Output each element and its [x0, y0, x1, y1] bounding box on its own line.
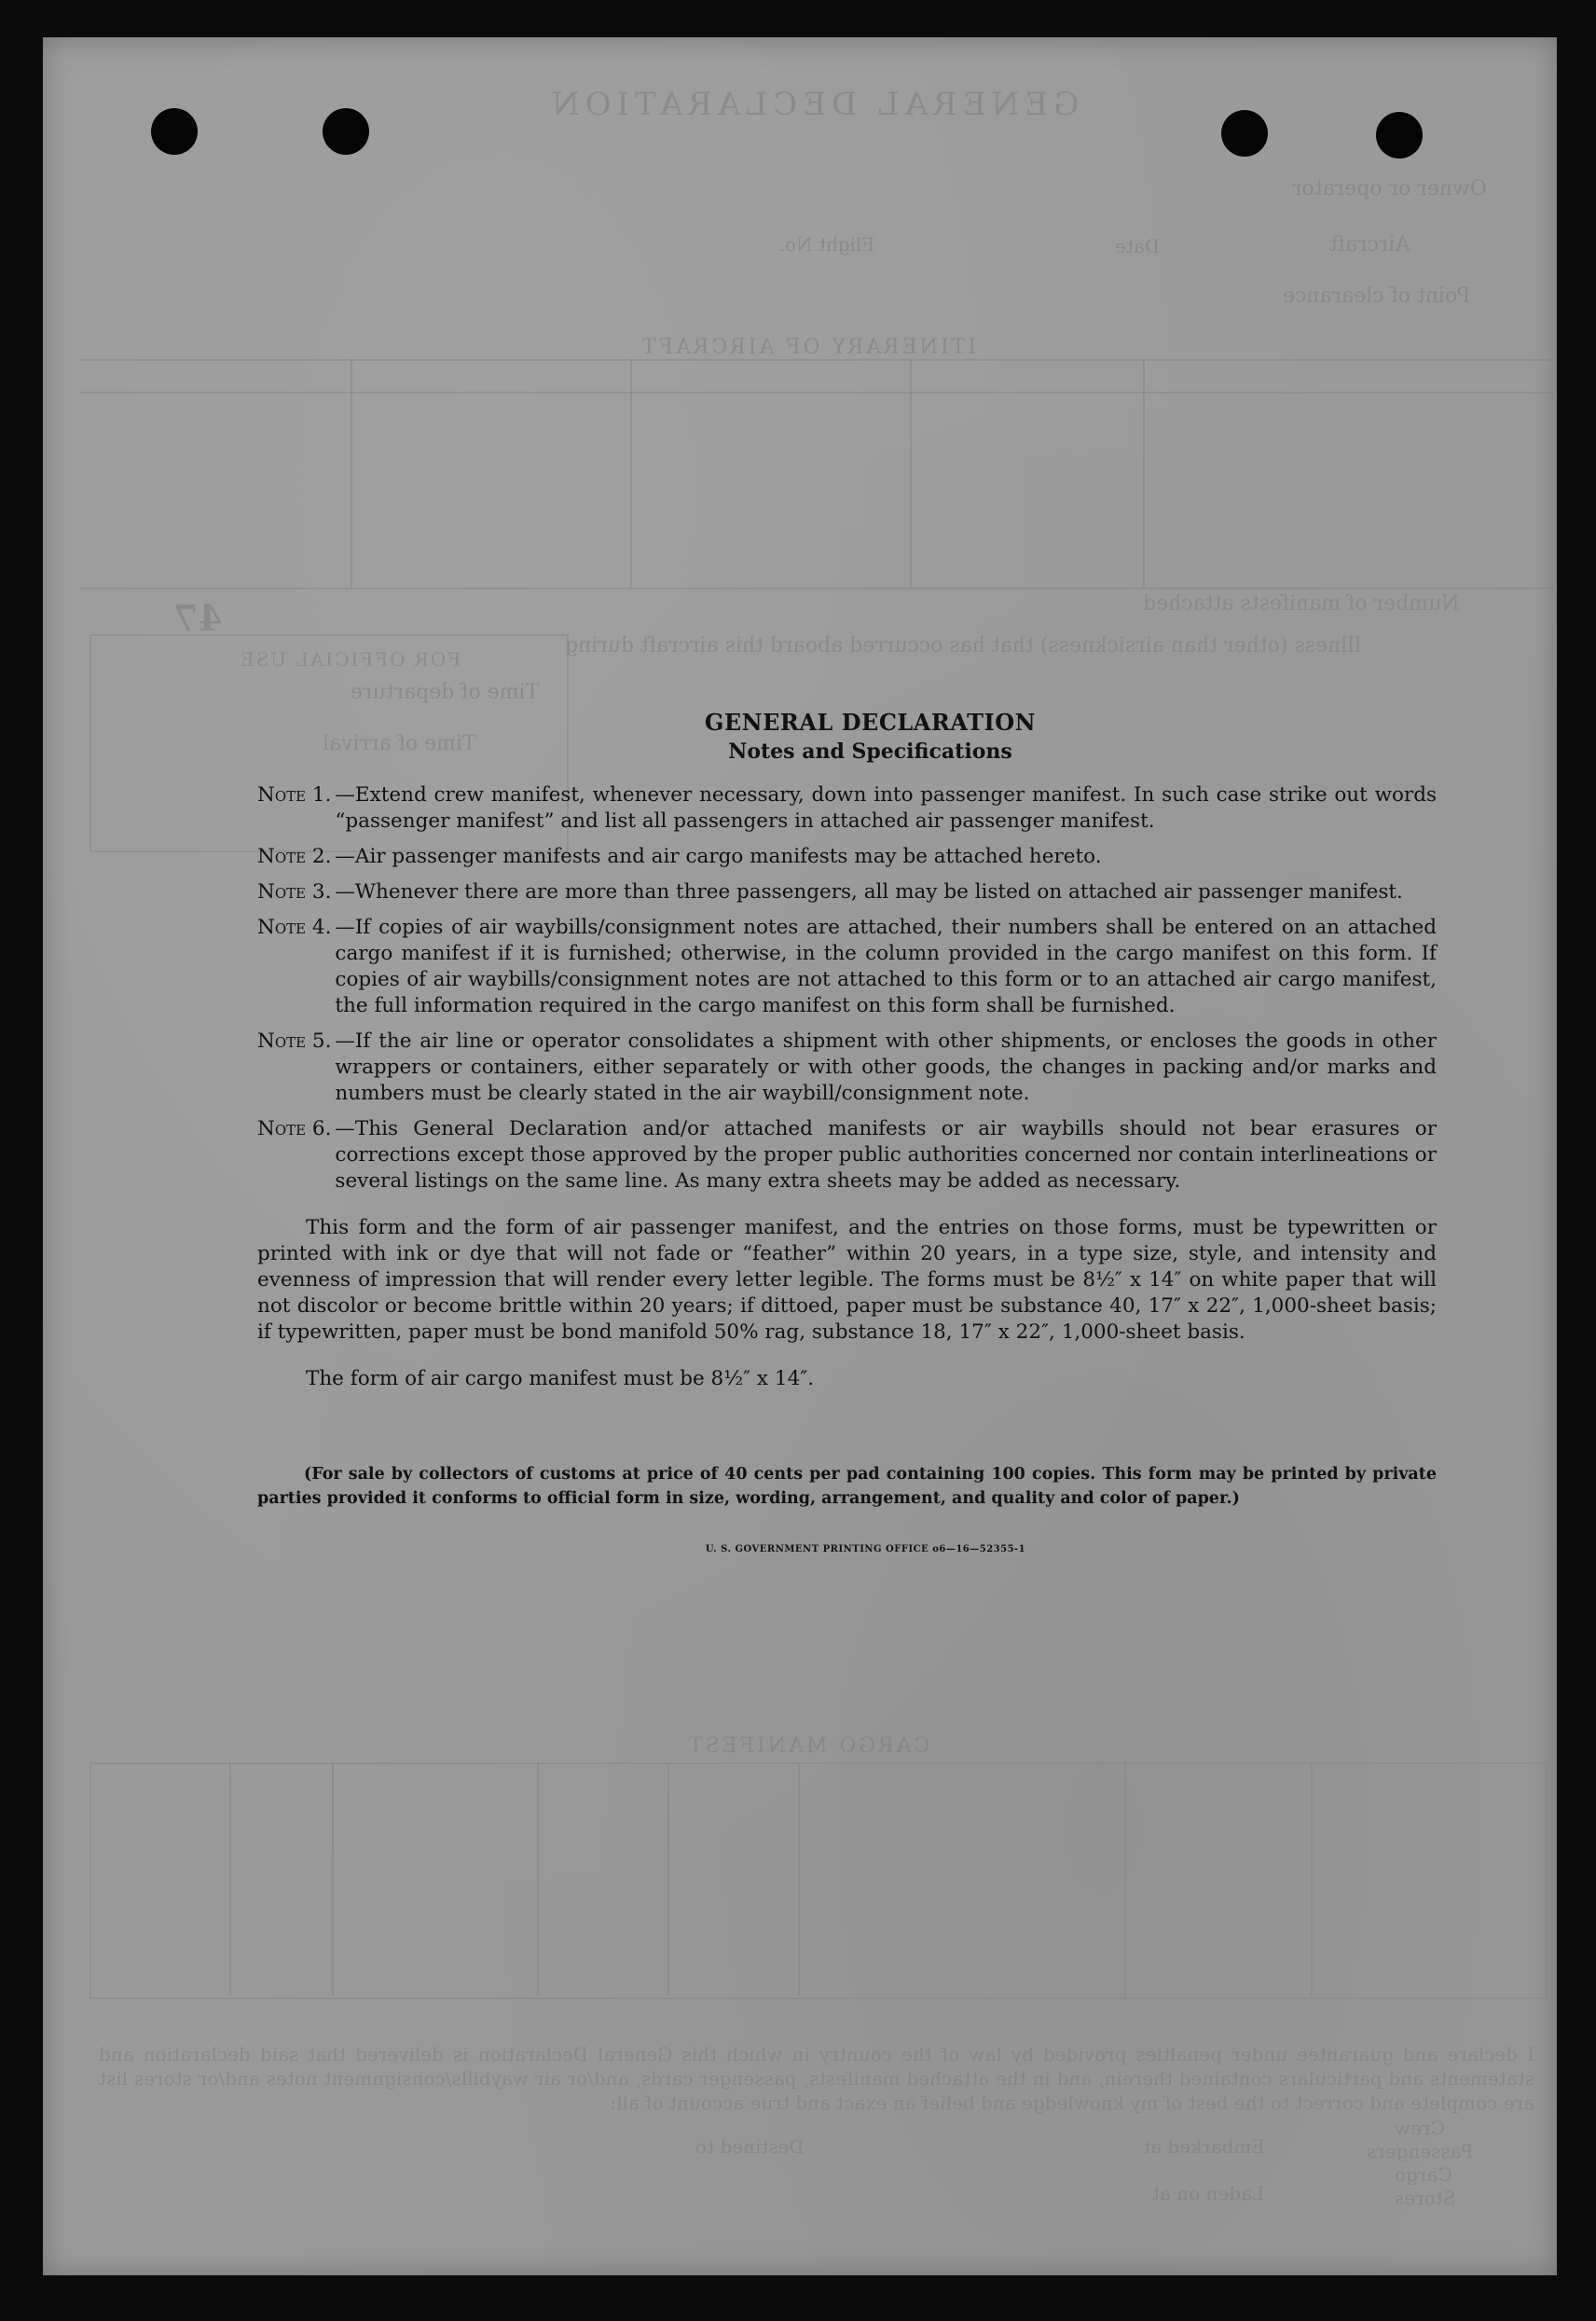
ghost-cargo-col-2 — [332, 1762, 334, 1996]
printer-imprint: U. S. GOVERNMENT PRINTING OFFICE o6—16—52355-1 — [705, 1543, 1026, 1554]
ghost-cargo-col-3 — [537, 1762, 539, 1996]
ghost-cargo-col-7 — [1311, 1762, 1313, 1996]
punch-hole-4 — [1376, 112, 1423, 159]
ghost-embarked: Embarked at — [1143, 2135, 1265, 2158]
note-6 — [257, 1116, 1437, 1195]
note-label: Note 2. — [257, 845, 332, 868]
ghost-cargo-col-5 — [798, 1762, 800, 1996]
document-page — [43, 37, 1557, 2275]
ghost-illness: Illness (other than airsickness) that has occurred aboard this aircraft during — [565, 634, 1363, 657]
note-label: Note 6. — [257, 1117, 332, 1140]
note-text: —Whenever there are more than three passengers, all may be listed on attached air passenger manifest. — [335, 880, 1403, 904]
ghost-point: Point of clearance — [1283, 284, 1471, 308]
note-text: —If the air line or operator consolidates a shipment with other shipments, or encloses the goods in other wrappers or containers, either separately or with other goods, the changes in packing and/or marks and numbers must be clearly stated in the air waybill/consignment note. — [335, 1029, 1437, 1105]
ghost-declaration: I declare and guarantee under penalties provided by law of the country in which this General Declaration is delivered that said declaration and statements and particulars contained therein, and in the attached manifests, passenger cards, and/or air waybills/consignment notes and/or stores list are complete and correct to the best of my knowledge and belief an exact and true account of all: — [99, 2043, 1534, 2114]
page-title: GENERAL DECLARATION — [704, 709, 1037, 736]
ghost-crew-1: Passengers — [1367, 2140, 1474, 2162]
specification-paragraph: This form and the form of air passenger manifest, and the entries on those forms, must be typewritten or printed with ink or dye that will not fade or “feather” within 20 years, in a type size, style, and intensity and evenness of impression that will render every letter legible. The forms must be 8½″ x 14″ on white paper that will not discolor or become brittle within 20 years; if dittoed, paper must be substance 40, 17″ x 22″, 1,000-sheet basis; if typewritten, paper must be bond manifold 50% rag, substance 18, 17″ x 22″, 1,000-sheet basis. — [257, 1216, 1437, 1344]
ghost-cargo-col-4 — [667, 1762, 669, 1996]
ghost-table-line-1 — [80, 359, 1553, 361]
note-label: Note 4. — [257, 916, 332, 939]
note-label: Note 3. — [257, 880, 332, 904]
ghost-cargo-table — [89, 1762, 1548, 1999]
note-1 — [257, 782, 1437, 835]
ghost-page-no: 47 — [173, 597, 223, 639]
note-label: Note 1. — [257, 783, 332, 807]
notes-and-specifications — [257, 709, 1437, 1554]
note-text: —Air passenger manifests and air cargo manifests may be attached hereto. — [335, 845, 1102, 868]
ghost-table-col-4 — [1143, 359, 1145, 587]
cargo-manifest-size: The form of air cargo manifest must be 8½″ x 14″. — [306, 1366, 815, 1390]
ghost-official: FOR OFFICIAL USE — [239, 648, 461, 670]
sale-notice: (For sale by collectors of customs at price of 40 cents per pad containing 100 copies. This form may be printed by private parties provided it conforms to official form in size, wording, arrangement, and quality and color of paper.) — [257, 1464, 1437, 1508]
page-subtitle: Notes and Specifications — [728, 739, 1012, 764]
note-2 — [257, 844, 1437, 870]
ghost-table-line-2 — [80, 392, 1553, 394]
ghost-crew-2: Cargo — [1395, 2163, 1452, 2186]
ghost-table-col-2 — [630, 359, 632, 587]
ghost-cargo-manifest: CARGO MANIFEST — [686, 1734, 930, 1758]
ghost-table-col-1 — [351, 359, 352, 587]
note-text: —Extend crew manifest, whenever necessary, down into passenger manifest. In such case strike out words “passenger manifest” and list all passengers in attached air passenger manifest. — [335, 783, 1437, 833]
ghost-crew-3: Stores — [1395, 2187, 1456, 2209]
ghost-flight-no: Flight No. — [779, 233, 875, 256]
note-5 — [257, 1029, 1437, 1107]
note-3 — [257, 879, 1437, 905]
note-text: —If copies of air waybills/consignment notes are attached, their numbers shall be entered on an attached cargo manifest if it is furnished; otherwise, in the column provided in the cargo manifest on this form. If copies of air waybills/consignment notes are not attached to this form or to an attached air cargo manifest, the full information required in the cargo manifest on this form shall be furnished. — [335, 916, 1437, 1017]
ghost-itinerary: ITINERARY OF AIRCRAFT — [640, 336, 976, 359]
ghost-owner: Owner or operator — [1292, 177, 1487, 200]
ghost-top-title: GENERAL DECLARATION — [546, 86, 1080, 123]
ghost-table-line-3 — [80, 587, 1553, 589]
ghost-cargo-col-1 — [229, 1762, 231, 1996]
ghost-aircraft: Aircraft — [1329, 233, 1410, 256]
ghost-table-col-3 — [910, 359, 912, 587]
punch-hole-3 — [1221, 110, 1268, 157]
punch-hole-1 — [151, 108, 198, 155]
punch-hole-2 — [323, 108, 369, 155]
ghost-laden: Laden on at — [1152, 2182, 1265, 2204]
note-text: —This General Declaration and/or attached manifests or air waybills should not bear erasures or corrections except those approved by the proper public authorities concerned nor contain interlineations or several listings on the same line. As many extra sheets may be added as necessary. — [335, 1117, 1437, 1193]
note-4 — [257, 915, 1437, 1019]
ghost-departure: Time of departure — [351, 681, 540, 704]
ghost-crew-0: Crew — [1395, 2117, 1445, 2139]
ghost-date: Date — [1115, 235, 1160, 257]
ghost-destined: Destined to — [695, 2135, 805, 2158]
note-label: Note 5. — [257, 1029, 332, 1053]
ghost-arrival: Time of arrival — [323, 732, 476, 755]
ghost-manifests: Number of manifests attached — [1143, 592, 1460, 615]
ghost-cargo-col-6 — [1124, 1762, 1126, 1996]
